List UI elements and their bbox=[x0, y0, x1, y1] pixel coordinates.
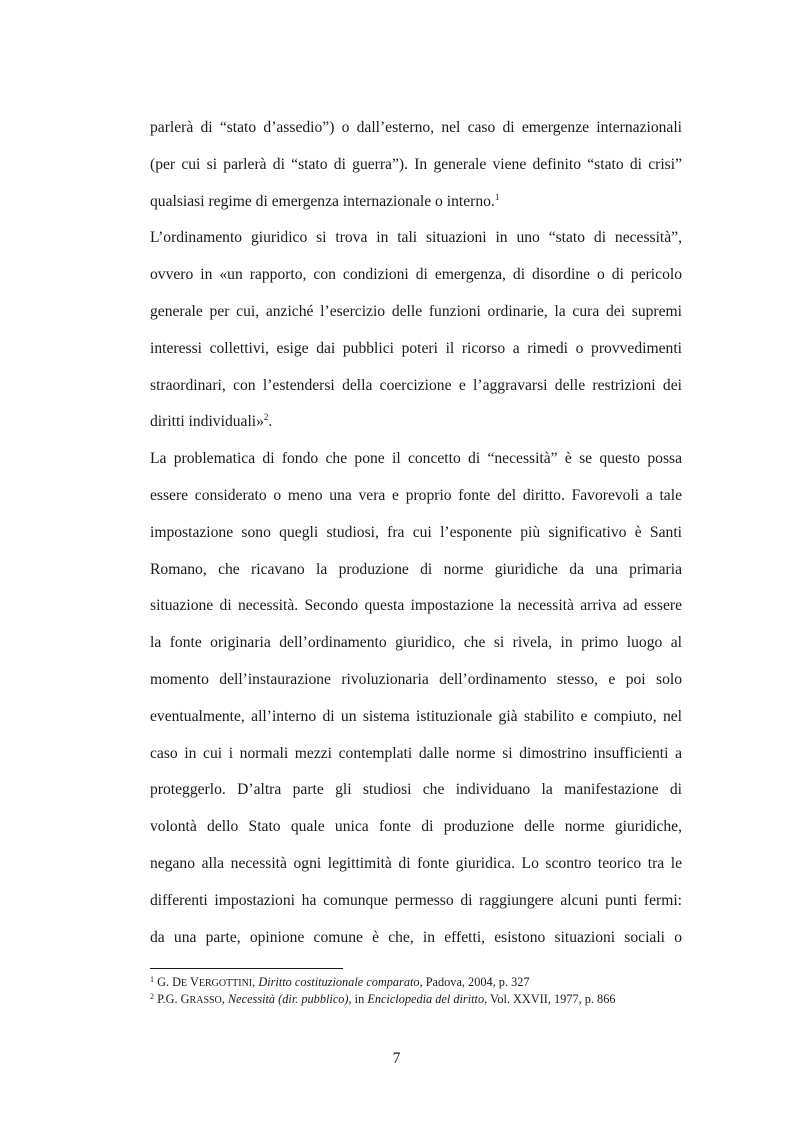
text-line: ovvero in «un rapporto, con condizioni di emergenza, di disordine o di pericolo bbox=[150, 266, 682, 284]
text-line: La problematica di fondo che pone il concetto di “necessità” è se questo possa bbox=[150, 450, 682, 468]
text-line: diritti individuali»$^2$. bbox=[150, 412, 273, 431]
footnote-work: Enciclopedia del diritto bbox=[367, 991, 485, 1006]
footnote-ref-1[interactable]: 1 bbox=[494, 191, 500, 202]
text-line: situazione di necessità. Secondo questa impostazione la necessità arriva ad essere bbox=[150, 597, 682, 615]
text-line: L’ordinamento giuridico si trova in tali situazioni in uno “stato di necessità”, bbox=[150, 229, 682, 247]
footnote-separator bbox=[150, 968, 343, 969]
footnote-title: Necessità (dir. pubblico) bbox=[227, 991, 349, 1006]
text-line: da una parte, opinione comune è che, in effetti, esistono situazioni sociali o bbox=[150, 928, 682, 946]
text-line: parlerà di “stato d’assedio”) o dall’esterno, nel caso di emergenze internazionali bbox=[150, 119, 682, 136]
text-line: Romano, che ricavano la produzione di norme giuridiche da una primaria bbox=[150, 560, 682, 578]
text-line: differenti impostazioni ha comunque permesso di raggiungere alcuni punti fermi: bbox=[150, 891, 682, 909]
text-line: momento dell’instaurazione rivoluzionaria dell’ordinamento stesso, e poi solo bbox=[150, 670, 682, 688]
footnotes bbox=[150, 975, 710, 1008]
text-line: interessi collettivi, esige dai pubblici poteri il ricorso a rimedi o provvedimenti bbox=[150, 339, 682, 357]
footnote-ref-2[interactable]: 2 bbox=[263, 412, 269, 423]
page-number: 7 bbox=[392, 1050, 401, 1067]
footnote-title: Diritto costituzionale comparato bbox=[258, 975, 420, 989]
text-line: proteggerlo. D’altra parte gli studiosi che individuano la manifestazione di bbox=[150, 781, 682, 799]
text-line: essere considerato o meno una vera e proprio fonte del diritto. Favorevoli a tale bbox=[150, 486, 682, 504]
body-text bbox=[150, 110, 682, 956]
text-line: la fonte originaria dell’ordinamento giuridico, che si rivela, in primo luogo al bbox=[150, 634, 682, 652]
text-line: impostazione sono quegli studiosi, fra cui l’esponente più significativo è Santi bbox=[150, 523, 682, 541]
text-line: volontà dello Stato quale unica fonte di produzione delle norme giuridiche, bbox=[150, 818, 682, 836]
text-line: negano alla necessità ogni legittimità di fonte giuridica. Lo scontro teorico tra le bbox=[150, 854, 682, 872]
text-line: (per cui si parlerà di “stato di guerra”). In generale viene definito “stato di crisi” bbox=[150, 155, 682, 173]
text-line: straordinari, con l’estendersi della coercizione e l’aggravarsi delle restrizioni dei bbox=[150, 376, 682, 394]
text-line: generale per cui, anziché l’esercizio delle funzioni ordinarie, la cura dei supremi bbox=[150, 302, 682, 320]
text-line: eventualmente, all’interno di un sistema istituzionale già stabilito e compiuto, nel bbox=[150, 707, 682, 725]
footnote-1: $^1$ G. DE VERGOTTINI, Diritto costituzionale comparato, Padova, 2004, p. 327 bbox=[150, 975, 530, 989]
footnote-number: 2 bbox=[150, 991, 154, 1001]
text-line: qualsiasi regime di emergenza internazionale o interno.$^1$ bbox=[150, 191, 500, 210]
footnote-2: $^2$ P.G. GRASSO, Necessità (dir. pubblico), in Enciclopedia del diritto, Vol. XXVII, 1977, p. 866 bbox=[150, 991, 616, 1006]
text-line: caso in cui i normali mezzi contemplati dalle norme si dimostrino insufficienti a bbox=[150, 744, 682, 762]
footnote-number: 1 bbox=[150, 975, 154, 984]
